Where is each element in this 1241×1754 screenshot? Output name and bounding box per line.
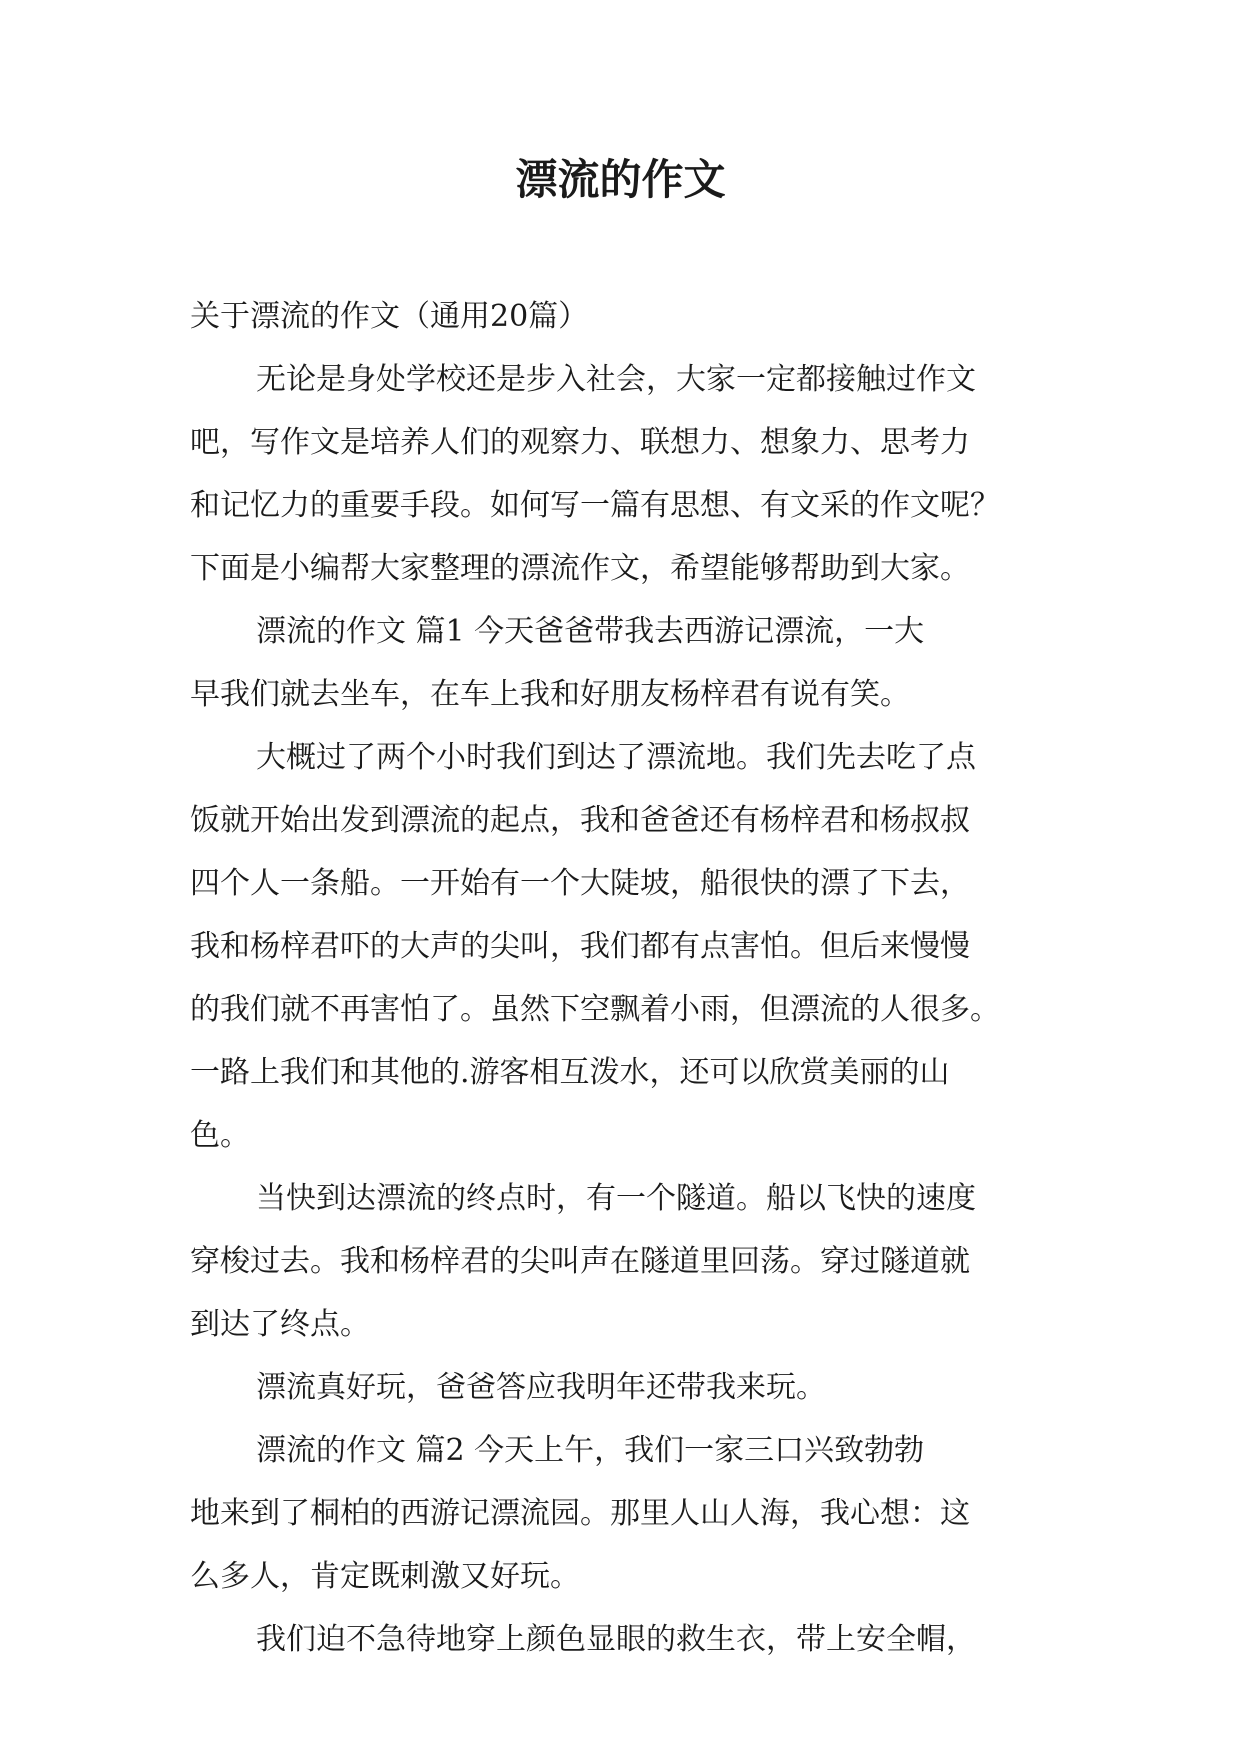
text-line: 饭就开始出发到漂流的起点，我和爸爸还有杨梓君和杨叔叔: [190, 803, 970, 838]
text-line: 无论是身处学校还是步入社会，大家一定都接触过作文: [256, 362, 976, 397]
document-body: [190, 285, 1060, 1671]
text-line: 大概过了两个小时我们到达了漂流地。我们先去吃了点: [256, 740, 976, 775]
text-line: 关于漂流的作文（通用20篇）: [190, 299, 589, 334]
text-line: 么多人，肯定既刺激又好玩。: [190, 1559, 580, 1594]
text-line: 地来到了桐柏的西游记漂流园。那里人山人海，我心想：这: [190, 1496, 970, 1531]
text-line: 的我们就不再害怕了。虽然下空飘着小雨，但漂流的人很多。: [190, 992, 1000, 1027]
text-line: 我和杨梓君吓的大声的尖叫，我们都有点害怕。但后来慢慢: [190, 929, 970, 964]
text-line: 四个人一条船。一开始有一个大陡坡，船很快的漂了下去，: [190, 866, 970, 901]
document-title: 漂流的作文: [515, 155, 726, 204]
text-line: 到达了终点。: [190, 1307, 370, 1342]
text-line: 早我们就去坐车，在车上我和好朋友杨梓君有说有笑。: [190, 677, 910, 712]
text-line: 穿梭过去。我和杨梓君的尖叫声在隧道里回荡。穿过隧道就: [190, 1244, 970, 1279]
text-line: 漂流真好玩，爸爸答应我明年还带我来玩。: [256, 1370, 826, 1405]
text-line: 下面是小编帮大家整理的漂流作文，希望能够帮助到大家。: [190, 551, 970, 586]
text-line: 当快到达漂流的终点时，有一个隧道。船以飞快的速度: [256, 1181, 976, 1216]
text-line: 和记忆力的重要手段。如何写一篇有思想、有文采的作文呢？: [190, 488, 1000, 523]
text-line: 吧，写作文是培养人们的观察力、联想力、想象力、思考力: [190, 425, 970, 460]
text-line: 漂流的作文 篇2 今天上午，我们一家三口兴致勃勃: [256, 1433, 925, 1468]
text-line: 漂流的作文 篇1 今天爸爸带我去西游记漂流，一大: [256, 614, 925, 649]
text-line: 色。: [190, 1118, 250, 1153]
text-line: 一路上我们和其他的.游客相互泼水，还可以欣赏美丽的山: [190, 1055, 950, 1090]
text-line: 我们迫不急待地穿上颜色显眼的救生衣，带上安全帽，: [256, 1622, 976, 1657]
